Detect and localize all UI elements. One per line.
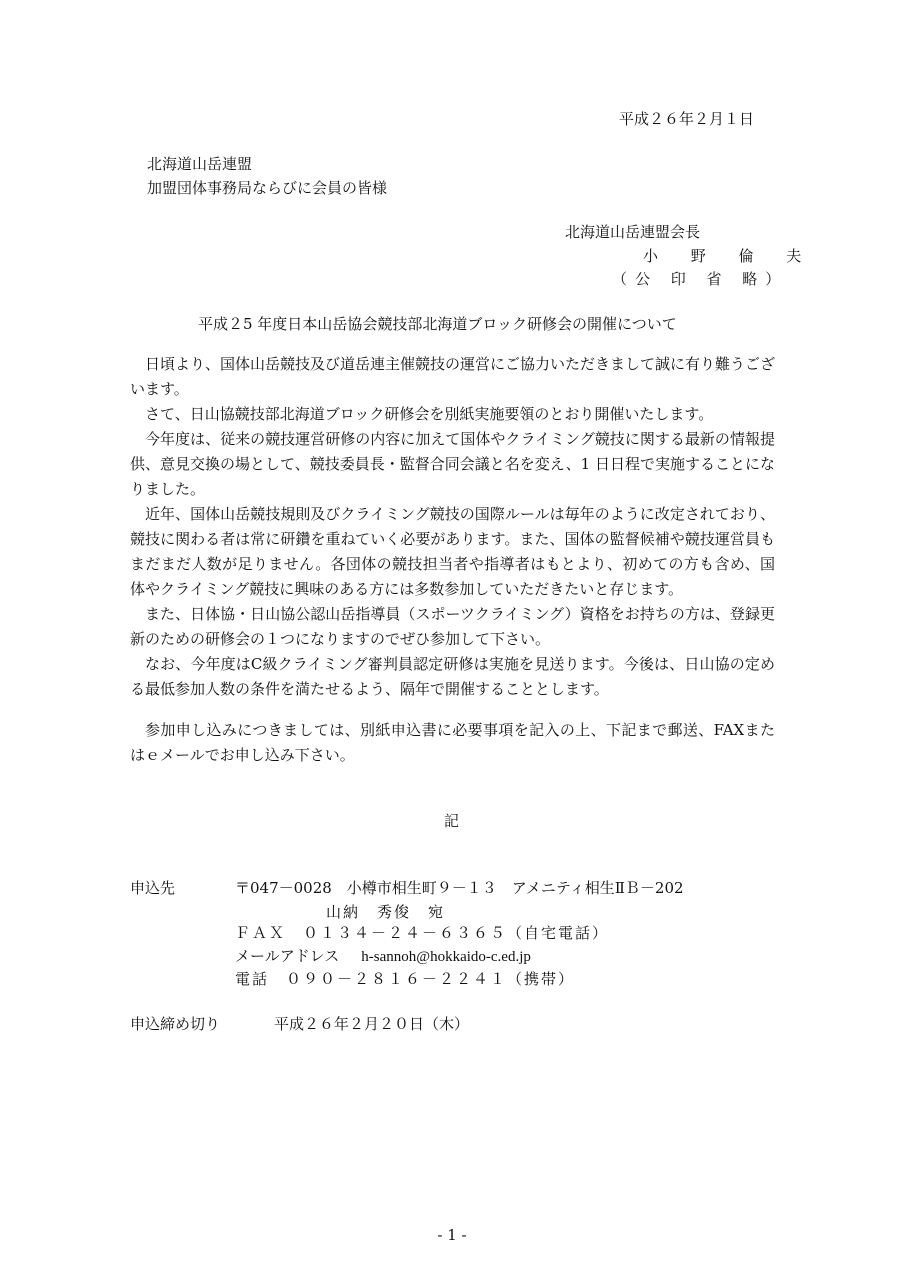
- closing-paragraph: 参加申し込みにつきましては、別紙申込書に必要事項を記入の上、下記まで郵送、FAXまたはｅメールでお申し込み下さい。: [130, 721, 775, 764]
- deadline-label: 申込締め切り: [130, 1015, 221, 1033]
- application-mail-row: [235, 945, 531, 968]
- sender-seal-note: （公 印 省 略）: [612, 270, 789, 288]
- sender-name: 小 野 倫 夫: [643, 247, 816, 265]
- application-phone: 電話 ０９０－２８１６－２２４１（携帯）: [235, 970, 576, 988]
- body-paragraph: また、日体協・日山協公認山岳指導員（スポーツクライミング）資格をお持ちの方は、登録更新のための研修会の１つになりますのでぜひ参加して下さい。: [130, 605, 775, 648]
- application-name: 山納 秀俊 宛: [326, 903, 446, 921]
- application-label: 申込先: [130, 879, 176, 897]
- body-paragraph: さて、日山協競技部北海道ブロック研修会を別紙実施要領のとおり開催いたします。: [145, 405, 714, 423]
- mail-label: メールアドレス: [235, 947, 340, 965]
- application-fax: ＦＡＸ ０１３４－２４－６３６５（自宅電話）: [235, 924, 610, 942]
- deadline-date: 平成２６年２月２０日（木）: [274, 1015, 470, 1033]
- body-paragraph: なお、今年度はC級クライミング審判員認定研修は実施を見送ります。今後は、日山協の定める最低参加人数の条件を満たせるよう、隔年で開催することとします。: [130, 655, 775, 698]
- closing-section: [130, 718, 775, 768]
- application-address: 〒047－0028 小樽市相生町９－１３ アメニティ相生ⅡＢ－202: [235, 879, 684, 897]
- recipient-line-2: 加盟団体事務局ならびに会員の皆様: [147, 179, 388, 197]
- mail-address: h-sannoh@hokkaido-c.ed.jp: [361, 949, 531, 965]
- page-number: - 1 -: [437, 1226, 467, 1244]
- document-body: [130, 352, 775, 702]
- body-paragraph: 日頃より、国体山岳競技及び道岳連主催競技の運営にご協力いただきまして誠に有り難うございます。: [130, 355, 776, 398]
- document-subject: 平成２5 年度日本山岳協会競技部北海道ブロック研修会の開催について: [198, 315, 677, 333]
- ki-heading: 記: [444, 812, 460, 830]
- recipient-line-1: 北海道山岳連盟: [147, 155, 253, 173]
- sender-title: 北海道山岳連盟会長: [565, 223, 701, 241]
- document-date: 平成２６年２月１日: [618, 110, 754, 128]
- body-paragraph: 近年、国体山岳競技規則及びクライミング競技の国際ルールは毎年のように改定されており、競技に関わる者は常に研鑽を重ねていく必要があります。また、国体の監督候補や競技運営員もまだまだ人数が足りません。各団体の競技担当者や指導者はもとより、初めての方も含め、国体やクライミング競技に興味のある方には多数参加していただきたいと存じます。: [130, 505, 775, 598]
- body-paragraph: 今年度は、従来の競技運営研修の内容に加えて国体やクライミング競技に関する最新の情報提供、意見交換の場として、競技委員長・監督合同会議と名を変え、1 日日程で実施することになりました。: [130, 430, 775, 498]
